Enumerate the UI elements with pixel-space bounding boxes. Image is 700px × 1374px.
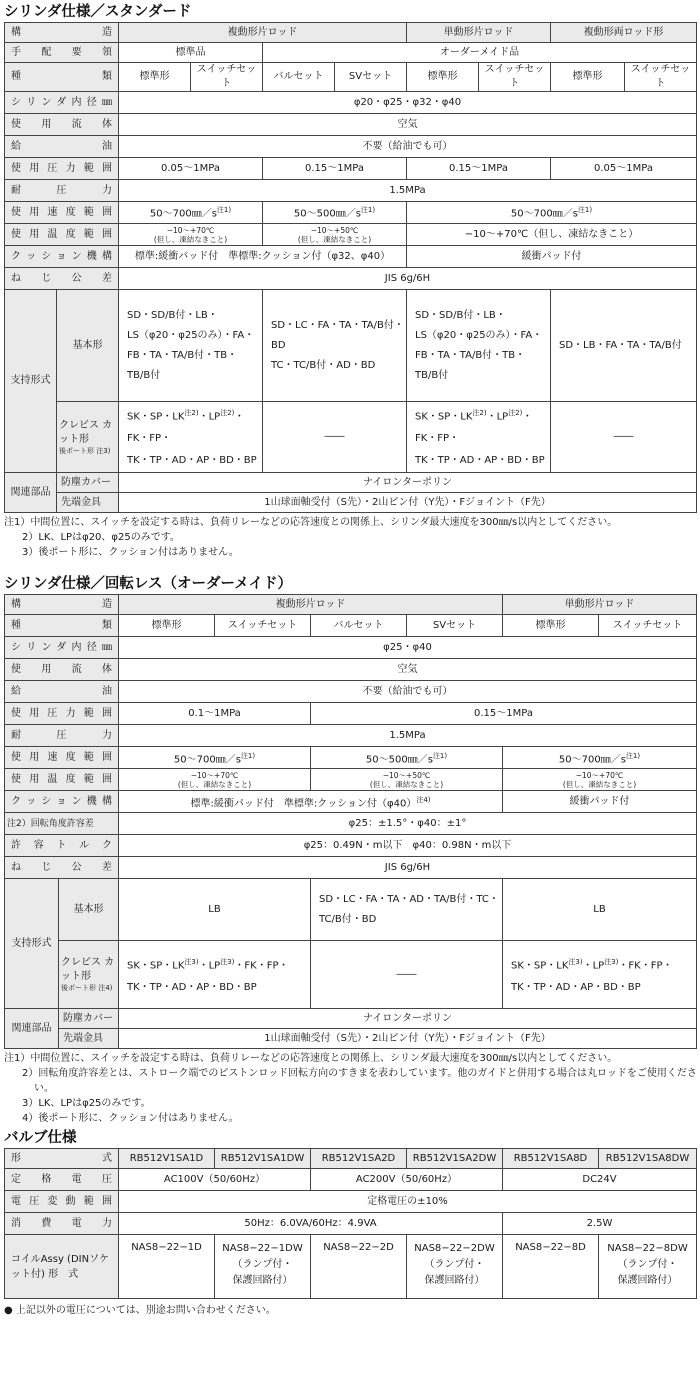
h-bougo: 防塵カバー — [59, 1009, 119, 1029]
col-ryorod: 複動形両ロッド形 — [551, 23, 697, 43]
coil-model: NAS8−22−2DW — [414, 1243, 495, 1255]
clevis-line — [415, 402, 548, 450]
note-ref: 注2) — [220, 409, 235, 417]
h-atsuryoku: 使用圧力範囲 — [5, 158, 119, 180]
h-kyuyu: 給 油 — [5, 136, 119, 158]
cushion-value: 緩衝パッド付 — [503, 791, 697, 813]
taiatsu-value: 1.5MPa — [119, 725, 697, 747]
kihon-a: LB — [119, 879, 311, 941]
type-cell: スイッチセット — [215, 615, 311, 637]
h-naikei: シリンダ内径㎜ — [5, 637, 119, 659]
spec-table-valve — [4, 1148, 697, 1299]
clevis-line — [127, 402, 260, 450]
clevis-label: クレビス カット形 — [59, 419, 113, 445]
note-ref: 注3) — [604, 957, 619, 966]
h-shiji: 支持形式 — [5, 879, 59, 1009]
type-cell: スイッチセット — [191, 63, 263, 92]
ondo-cond: (但し、凍結なきこと) — [562, 779, 637, 789]
row-tehai — [5, 43, 697, 63]
model-cell: RB512V1SA1D — [119, 1149, 215, 1169]
kihon-b — [263, 290, 407, 402]
h-clevis — [57, 402, 119, 473]
kihon-line: FB・TA・TA/B付・TB・ — [127, 349, 238, 361]
order-hin: オーダーメイド品 — [263, 43, 697, 63]
clevis-line: TK・TP・AD・AP・BD・BP — [127, 455, 257, 467]
h-clevis — [59, 941, 119, 1009]
type-cell: 標準形 — [503, 615, 599, 637]
coil-cell: NAS8−22−2D — [311, 1235, 407, 1299]
ondo-range: −10～+70℃ — [190, 770, 239, 780]
ato-label: 後ポート形 注3) — [59, 446, 111, 455]
row-kouzou — [5, 23, 697, 43]
h-shurui: 種 類 — [5, 63, 119, 92]
clevis-text: ・LP — [198, 959, 221, 971]
type-cell: バルセット — [263, 63, 335, 92]
model-cell: RB512V1SA8DW — [599, 1149, 697, 1169]
h-neji: ね じ 公 差 — [5, 857, 119, 879]
atsuryoku-value: 0.1～1MPa — [119, 703, 311, 725]
row-torque — [5, 835, 697, 857]
atsuryoku-value: 0.15～1MPa — [263, 158, 407, 180]
clevis-b: ―― — [263, 402, 407, 473]
h-sokudo: 使用速度範囲 — [5, 747, 119, 769]
coil-model: NAS8−22−1DW — [222, 1243, 303, 1255]
h-sentan: 先端金具 — [59, 1029, 119, 1049]
footer-note: ● 上記以外の電圧については、別途お問い合わせください。 — [4, 1305, 276, 1317]
clevis-line — [511, 951, 694, 977]
taiatsu-value: 1.5MPa — [119, 180, 697, 202]
shohi-value: 2.5W — [503, 1213, 697, 1235]
h-kaiten: 注2）回転角度許容差 — [5, 813, 119, 835]
row-naikei — [5, 637, 697, 659]
model-cell: RB512V1SA2DW — [407, 1149, 503, 1169]
kihon-c — [407, 290, 551, 402]
row-bougo — [5, 473, 697, 493]
type-cell: 標準形 — [407, 63, 479, 92]
sokudo-a: 50～700㎜／s — [173, 753, 241, 765]
clevis-label: クレビス カット形 — [61, 957, 115, 983]
kihon-c: LB — [503, 879, 697, 941]
row-sokudo — [5, 747, 697, 769]
type-cell: スイッチセット — [479, 63, 551, 92]
row-ondo — [5, 769, 697, 791]
clevis-a — [119, 402, 263, 473]
row-kaiten — [5, 813, 697, 835]
note-ref: 注3) — [184, 957, 199, 966]
h-kanren: 関連部品 — [5, 473, 57, 513]
h-sentan: 先端金具 — [57, 493, 119, 513]
ondo-value — [503, 769, 697, 791]
h-cushion: クッション機構 — [5, 246, 119, 268]
kihon-line: TB/B付 — [127, 369, 161, 381]
h-kyuyu: 給 油 — [5, 681, 119, 703]
h-bougo: 防塵カバー — [57, 473, 119, 493]
h-kouzou: 構 造 — [5, 23, 119, 43]
type-cell: 標準形 — [119, 615, 215, 637]
kihon-line: LS（φ20・φ25のみ）・FA・ — [127, 329, 255, 341]
row-atsuryoku — [5, 158, 697, 180]
row-keishiki — [5, 1149, 697, 1169]
ondo-cond: (但し、凍結なきこと) — [369, 779, 444, 789]
coil-cell — [599, 1235, 697, 1299]
col-fukudo: 複動形片ロッド — [119, 23, 407, 43]
coil-note: （ランプ付・ — [232, 1259, 293, 1271]
spec-page — [0, 2, 700, 1374]
type-cell: スイッチセット — [599, 615, 697, 637]
h-kihon: 基本形 — [57, 290, 119, 402]
naikei-value: φ20・φ25・φ32・φ40 — [119, 92, 697, 114]
sokudo-value — [311, 747, 503, 769]
sokudo-c: 50～700㎜／s — [558, 753, 626, 765]
sokudo-a: 50～700㎜／s — [149, 208, 217, 220]
h-naikei: シリンダ内径㎜ — [5, 92, 119, 114]
row-neji — [5, 268, 697, 290]
denatsu-value: AC100V（50/60Hz） — [119, 1169, 311, 1191]
clevis-text: SK・SP・LK — [415, 411, 473, 423]
clevis-a — [119, 941, 311, 1009]
clevis-line: TK・TP・AD・AP・BD・BP — [511, 981, 641, 993]
cushion-value: 緩衝パッド付 — [407, 246, 697, 268]
type-cell: SVセット — [335, 63, 407, 92]
denatsu-value: AC200V（50/60Hz） — [311, 1169, 503, 1191]
clevis-text: ・LP — [582, 959, 605, 971]
atsuryoku-value: 0.15～1MPa — [407, 158, 551, 180]
h-sokudo: 使用速度範囲 — [5, 202, 119, 224]
coil-cell: NAS8−22−1D — [119, 1235, 215, 1299]
type-cell: スイッチセット — [625, 63, 697, 92]
h-shohi: 消 費 電 力 — [5, 1213, 119, 1235]
kaiten-value: φ25：±1.5°・φ40：±1° — [119, 813, 697, 835]
note-item: 2）LK、LPはφ20、φ25のみです。 — [22, 532, 180, 544]
coil-cell — [215, 1235, 311, 1299]
torque-value: φ25：0.49N・m以下 φ40：0.98N・m以下 — [119, 835, 697, 857]
sokudo-value — [503, 747, 697, 769]
model-cell: RB512V1SA2D — [311, 1149, 407, 1169]
clevis-text: ・LP — [198, 411, 221, 423]
col-fukudo: 複動形片ロッド — [119, 595, 503, 615]
ondo-range: −10～+70℃ — [166, 225, 215, 235]
clevis-text: ・LP — [486, 411, 509, 423]
note-ref: 注1) — [240, 751, 256, 760]
neji-value: JIS 6g/6H — [119, 268, 697, 290]
row-kyuyu — [5, 136, 697, 158]
row-sokudo — [5, 202, 697, 224]
row-shurui — [5, 63, 697, 92]
row-clevis — [5, 402, 697, 473]
clevis-text: ・FK・FP・ — [234, 959, 289, 971]
coil-note: 保護回路付） — [232, 1275, 293, 1287]
naikei-value: φ25・φ40 — [119, 637, 697, 659]
h-cushion: クッション機構 — [5, 791, 119, 813]
hyojun-hin: 標準品 — [119, 43, 263, 63]
h-neji: ね じ 公 差 — [5, 268, 119, 290]
kihon-d: SD・LB・FA・TA・TA/B付 — [551, 290, 697, 402]
sokudo-value — [119, 202, 263, 224]
kihon-line: SD・SD/B付・LB・ — [415, 309, 506, 321]
row-coil — [5, 1235, 697, 1299]
denatsu-value: DC24V — [503, 1169, 697, 1191]
kihon-b — [311, 879, 503, 941]
model-cell: RB512V1SA1DW — [215, 1149, 311, 1169]
clevis-text: ・FK・FP・ — [618, 959, 673, 971]
h-hendo: 電圧変動範囲 — [5, 1191, 119, 1213]
h-keishiki: 形 式 — [5, 1149, 119, 1169]
ato-label: 後ポート形 注4) — [61, 984, 113, 993]
atsuryoku-value: 0.15～1MPa — [311, 703, 697, 725]
ryutai-value: 空気 — [119, 114, 697, 136]
kyuyu-value: 不要（給油でも可） — [119, 681, 697, 703]
type-cell: 標準形 — [119, 63, 191, 92]
type-cell: SVセット — [407, 615, 503, 637]
h-taiatsu: 耐 圧 力 — [5, 725, 119, 747]
row-kihon — [5, 879, 697, 941]
clevis-c — [503, 941, 697, 1009]
note-item: 注1）中間位置に、スイッチを設定する時は、負荷リレーなどの応答速度との関係上、シリンダ最大速度を300㎜/s以内としてください。 — [4, 517, 618, 529]
note-ref: 注4) — [416, 795, 431, 804]
kihon-line: SD・LC・FA・TA・TA/B付・BD — [271, 319, 404, 351]
bougo-value: ナイロンターポリン — [119, 1009, 697, 1029]
coil-note: 保護回路付） — [424, 1275, 485, 1287]
bougo-value: ナイロンターポリン — [119, 473, 697, 493]
note-ref: 注2) — [184, 409, 199, 417]
note-item: 注1）中間位置に、スイッチを設定する時は、負荷リレーなどの応答速度との関係上、シリンダ最大速度を300㎜/s以内としてください。 — [4, 1053, 618, 1065]
h-ryutai: 使 用 流 体 — [5, 114, 119, 136]
clevis-b: ―― — [311, 941, 503, 1009]
ondo-value — [119, 224, 263, 246]
row-kihon — [5, 290, 697, 402]
clevis-text: SK・SP・LK — [127, 959, 185, 971]
h-tehai: 手 配 要 領 — [5, 43, 119, 63]
sentan-value: 1山球面軸受付（S先）・2山ピン付（Y先）・Fジョイント（F先） — [119, 493, 697, 513]
ondo-value — [311, 769, 503, 791]
kihon-line: LS（φ20・φ25のみ）・FA・ — [415, 329, 543, 341]
col-tando: 単動形片ロッド — [503, 595, 697, 615]
clevis-text: ・FK・FP・ — [127, 411, 245, 445]
kyuyu-value: 不要（給油でも可） — [119, 136, 697, 158]
model-cell: RB512V1SA8D — [503, 1149, 599, 1169]
section-title-valve: バルブ仕様 — [4, 1130, 77, 1147]
h-ondo: 使用温度範囲 — [5, 224, 119, 246]
row-hendo — [5, 1191, 697, 1213]
h-kouzou: 構 造 — [5, 595, 119, 615]
kihon-a — [119, 290, 263, 402]
note-ref: 注1) — [432, 751, 448, 760]
sokudo-value — [119, 747, 311, 769]
note-ref: 注2) — [472, 409, 487, 417]
row-shohi — [5, 1213, 697, 1235]
h-kanren: 関連部品 — [5, 1009, 59, 1049]
row-ryutai — [5, 659, 697, 681]
note-ref: 注1) — [360, 206, 376, 215]
h-shurui: 種 類 — [5, 615, 119, 637]
h-taiatsu: 耐 圧 力 — [5, 180, 119, 202]
kihon-line: SD・SD/B付・LB・ — [127, 309, 218, 321]
clevis-text: SK・SP・LK — [127, 411, 185, 423]
sokudo-value — [263, 202, 407, 224]
row-cushion — [5, 246, 697, 268]
cushion-value — [119, 791, 503, 813]
row-neji — [5, 857, 697, 879]
note-ref: 注3) — [220, 957, 235, 966]
sokudo-b: 50～500㎜／s — [365, 753, 433, 765]
row-atsuryoku — [5, 703, 697, 725]
cushion-text: 標準:緩衝パッド付 準標準:クッション付（φ40） — [190, 797, 417, 809]
sentan-value: 1山球面軸受付（S先）・2山ピン付（Y先）・Fジョイント（F先） — [119, 1029, 697, 1049]
notes-standard — [4, 515, 700, 560]
row-sentan — [5, 493, 697, 513]
ondo-cond: (但し、凍結なきこと) — [297, 234, 372, 244]
clevis-line — [127, 951, 308, 977]
ondo-range: −10～+50℃ — [310, 225, 359, 235]
ondo-value — [263, 224, 407, 246]
clevis-line: TK・TP・AD・AP・BD・BP — [415, 455, 545, 467]
ondo-value: −10～+70℃（但し、凍結なきこと） — [407, 224, 697, 246]
kihon-line: TC・TC/B付・AD・BD — [271, 359, 376, 371]
row-taiatsu — [5, 725, 697, 747]
h-denatsu: 定 格 電 圧 — [5, 1169, 119, 1191]
ondo-cond: (但し、凍結なきこと) — [153, 234, 228, 244]
h-kihon: 基本形 — [59, 879, 119, 941]
kihon-line: FB・TA・TA/B付・TB・ — [415, 349, 526, 361]
hendo-value: 定格電圧の±10% — [119, 1191, 697, 1213]
row-kouzou — [5, 595, 697, 615]
spec-table-kaitenless — [4, 594, 697, 1049]
note-ref: 注1) — [577, 206, 593, 215]
coil-note: （ランプ付・ — [617, 1259, 678, 1271]
row-sentan — [5, 1029, 697, 1049]
shohi-value: 50Hz：6.0VA/60Hz：4.9VA — [119, 1213, 503, 1235]
neji-value: JIS 6g/6H — [119, 857, 697, 879]
row-ondo — [5, 224, 697, 246]
clevis-c — [407, 402, 551, 473]
ondo-range: −10～+50℃ — [382, 770, 431, 780]
h-ondo: 使用温度範囲 — [5, 769, 119, 791]
coil-note: 保護回路付） — [617, 1275, 678, 1287]
note-ref: 注3) — [568, 957, 583, 966]
ondo-cond: (但し、凍結なきこと) — [177, 779, 252, 789]
ryutai-value: 空気 — [119, 659, 697, 681]
kihon-line: TC/B付・BD — [319, 913, 377, 925]
clevis-text: SK・SP・LK — [511, 959, 569, 971]
row-naikei — [5, 92, 697, 114]
coil-note: （ランプ付・ — [424, 1259, 485, 1271]
col-tando: 単動形片ロッド — [407, 23, 551, 43]
h-ryutai: 使 用 流 体 — [5, 659, 119, 681]
note-ref: 注1) — [625, 751, 641, 760]
notes-kaitenless — [4, 1051, 700, 1126]
kihon-line: TB/B付 — [415, 369, 449, 381]
coil-cell: NAS8−22−8D — [503, 1235, 599, 1299]
row-cushion — [5, 791, 697, 813]
h-coil: コイルAssy (DINソケット付) 形 式 — [5, 1235, 119, 1299]
h-atsuryoku: 使用圧力範囲 — [5, 703, 119, 725]
section-title-standard: シリンダ仕様／スタンダード — [4, 4, 192, 20]
clevis-d: ―― — [551, 402, 697, 473]
atsuryoku-value: 0.05～1MPa — [119, 158, 263, 180]
row-kyuyu — [5, 681, 697, 703]
h-torque: 許 容 ト ル ク — [5, 835, 119, 857]
ondo-range: −10～+70℃ — [575, 770, 624, 780]
row-shurui — [5, 615, 697, 637]
clevis-text: ・FK・FP・ — [415, 411, 533, 445]
row-taiatsu — [5, 180, 697, 202]
note-item: 4）後ポート形に、クッション付はありません。 — [22, 1113, 239, 1125]
h-shiji: 支持形式 — [5, 290, 57, 473]
spec-table-standard — [4, 22, 697, 513]
row-ryutai — [5, 114, 697, 136]
type-cell: バルセット — [311, 615, 407, 637]
note-ref: 注2) — [508, 409, 523, 417]
sokudo-value — [407, 202, 697, 224]
ondo-value — [119, 769, 311, 791]
row-bougo — [5, 1009, 697, 1029]
sokudo-b: 50～500㎜／s — [293, 208, 361, 220]
note-item: 2）回転角度許容差とは、ストローク端でのピストンロッド回転方向のすきまを表わしています。他のガイドと併用する場合は丸ロッドをご使用ください。 — [22, 1068, 697, 1095]
type-cell: 標準形 — [551, 63, 625, 92]
clevis-line: TK・TP・AD・AP・BD・BP — [127, 981, 257, 993]
coil-cell — [407, 1235, 503, 1299]
sokudo-c: 50～700㎜／s — [510, 208, 578, 220]
kihon-line: SD・LC・FA・TA・AD・TA/B付・TC・ — [319, 893, 499, 905]
section-title-kaitenless: シリンダ仕様／回転レス（オーダーメイド） — [4, 576, 292, 593]
note-item: 3）LK、LPはφ25のみです。 — [22, 1098, 151, 1110]
row-clevis — [5, 941, 697, 1009]
row-denatsu — [5, 1169, 697, 1191]
atsuryoku-value: 0.05～1MPa — [551, 158, 697, 180]
note-item: 3）後ポート形に、クッション付はありません。 — [22, 547, 239, 559]
cushion-value: 標準:緩衝パッド付 準標準:クッション付（φ32、φ40） — [119, 246, 407, 268]
coil-model: NAS8−22−8DW — [607, 1243, 688, 1255]
note-ref: 注1) — [216, 206, 232, 215]
